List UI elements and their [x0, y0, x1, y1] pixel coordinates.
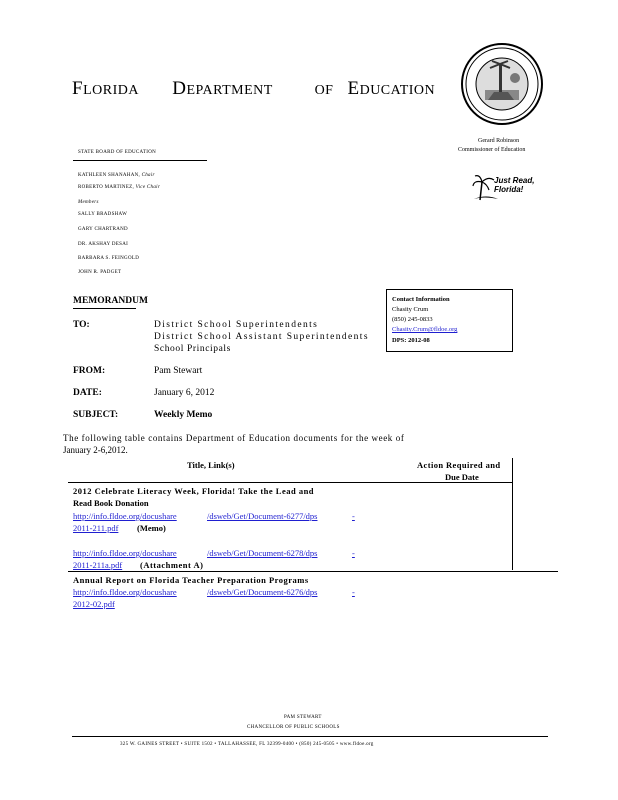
footer-title: CHANCELLOR OF PUBLIC SCHOOLS: [247, 725, 340, 730]
footer-rule: [72, 736, 548, 737]
table-rule: [68, 482, 512, 483]
to-line: District School Superintendents: [154, 320, 319, 330]
document-link[interactable]: http://info.fldoe.org/docushare: [73, 548, 177, 558]
board-member: BARBARA S. FEINGOLD: [78, 256, 140, 261]
document-link[interactable]: 2011-211.pdf: [73, 523, 119, 533]
contact-heading: Contact Information: [392, 296, 450, 303]
board-rule: [73, 160, 207, 161]
document-link[interactable]: /dsweb/Get/Document-6278/dps: [207, 548, 318, 558]
document-link[interactable]: -: [352, 548, 355, 558]
intro-text: January 2-6,2012.: [63, 445, 128, 455]
col-header-title: Title, Link(s): [187, 460, 235, 470]
subject-value: Weekly Memo: [154, 410, 213, 420]
memo-heading: MEMORANDUM: [73, 296, 148, 306]
board-vice-chair: ROBERTO MARTINEZ, Vice Chair: [78, 185, 161, 190]
document-link[interactable]: http://info.fldoe.org/docushare: [73, 511, 177, 521]
contact-phone: (850) 245-0833: [392, 316, 433, 323]
board-chair: KATHLEEN SHANAHAN, Chair: [78, 173, 155, 178]
contact-name: Chasity Crum: [392, 306, 429, 313]
members-label: Members: [78, 200, 99, 205]
board-member: JOHN R. PADGET: [78, 270, 122, 275]
from-label: FROM:: [73, 366, 106, 376]
board-heading: STATE BOARD OF EDUCATION: [78, 150, 157, 155]
table-rule: [512, 458, 513, 570]
footer-address: 325 W. GAINES STREET • SUITE 1502 • TALLAHASSEE, FL 32399-0400 • (850) 245-0505 • www.fldoe.org: [120, 742, 374, 747]
memo-heading-rule: [73, 308, 136, 309]
col-header-due: Due Date: [445, 472, 479, 482]
date-value: January 6, 2012: [154, 388, 215, 398]
document-link[interactable]: -: [352, 511, 355, 521]
document-link[interactable]: 2012-02.pdf: [73, 599, 115, 609]
col-header-action: Action Required and: [417, 460, 501, 470]
just-read-florida-logo: Just Read, Florida!: [472, 172, 542, 202]
board-member: SALLY BRADSHAW: [78, 212, 128, 217]
table-rule: [68, 571, 558, 572]
intro-text: The following table contains Department of Education documents for the week of: [63, 433, 405, 443]
state-seal-logo: [460, 42, 544, 126]
footer-name: PAM STEWART: [284, 715, 322, 720]
document-link[interactable]: /dsweb/Get/Document-6276/dps: [207, 587, 318, 597]
board-member: GARY CHARTRAND: [78, 227, 128, 232]
contact-box: [386, 289, 513, 352]
document-link[interactable]: http://info.fldoe.org/docushare: [73, 587, 177, 597]
from-value: Pam Stewart: [154, 366, 203, 376]
contact-email-link[interactable]: Chasity.Crum@fldoe.org: [392, 326, 458, 333]
commissioner-name: Gerard Robinson: [478, 138, 520, 144]
page-title: FLORIDA DEPARTMENT OF EDUCATION: [72, 78, 436, 99]
to-line: District School Assistant Superintendents: [154, 332, 369, 342]
to-line: School Principals: [154, 344, 231, 354]
commissioner-title: Commissioner of Education: [458, 147, 526, 153]
date-label: DATE:: [73, 388, 102, 398]
board-member: DR. AKSHAY DESAI: [78, 242, 129, 247]
document-link[interactable]: 2011-211a.pdf: [73, 560, 123, 570]
contact-dps: DPS: 2012-08: [392, 337, 430, 344]
document-link[interactable]: /dsweb/Get/Document-6277/dps: [207, 511, 318, 521]
document-link[interactable]: -: [352, 587, 355, 597]
subject-label: SUBJECT:: [73, 410, 119, 420]
to-label: TO:: [73, 320, 90, 330]
